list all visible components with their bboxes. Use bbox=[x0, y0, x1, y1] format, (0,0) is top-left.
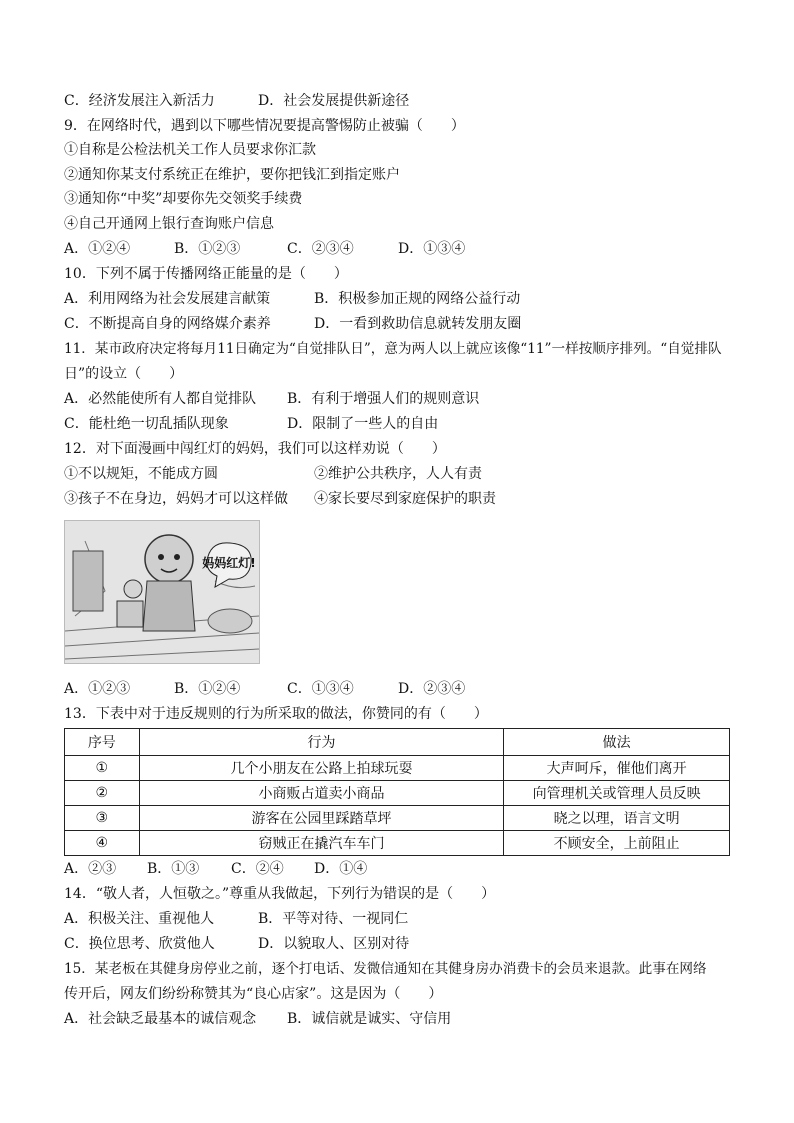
q9-option-b: B．①②③ bbox=[174, 241, 241, 257]
q11-stem-line-2: 日”的设立（ ） bbox=[64, 366, 184, 382]
q12-option-c: C．①③④ bbox=[287, 681, 354, 697]
cartoon-drawing bbox=[65, 521, 259, 663]
q12-option-a: A．①②③ bbox=[64, 681, 131, 697]
q13-option-c: C．②④ bbox=[231, 861, 284, 877]
q8-option-c: C．经济发展注入新活力 bbox=[64, 93, 215, 109]
q10-option-d: D．一看到救助信息就转发朋友圈 bbox=[314, 316, 522, 332]
q10-option-c: C．不断提高自身的网络媒介素养 bbox=[64, 316, 271, 332]
q12-option-b: B．①②④ bbox=[174, 681, 241, 697]
table-header-row bbox=[65, 729, 730, 756]
row-behavior: 几个小朋友在公路上拍球玩耍 bbox=[139, 756, 504, 781]
q11-option-a: A．必然能使所有人都自觉排队 bbox=[64, 391, 257, 407]
row-number: ③ bbox=[65, 806, 140, 831]
row-action: 晓之以理，语言文明 bbox=[504, 806, 730, 831]
cartoon-image bbox=[64, 520, 260, 664]
q15-stem-line-2: 传开后，网友们纷纷称赞其为“良心店家”。这是因为（ ） bbox=[64, 986, 443, 1002]
header-behavior: 行为 bbox=[139, 729, 504, 756]
q12-item-4: ④家长要尽到家庭保护的职责 bbox=[314, 491, 496, 507]
q13-option-b: B．①③ bbox=[147, 861, 200, 877]
q13-table bbox=[64, 728, 730, 856]
q12-item-3: ③孩子不在身边，妈妈才可以这样做 bbox=[64, 491, 288, 507]
q13-option-a: A．②③ bbox=[64, 861, 117, 877]
q14-option-c: C．换位思考、欣赏他人 bbox=[64, 936, 215, 952]
q14-option-d: D．以貌取人、区别对待 bbox=[258, 936, 410, 952]
q9-item-1: ①自称是公检法机关工作人员要求你汇款 bbox=[64, 142, 316, 158]
table-row bbox=[65, 756, 730, 781]
q13-stem: 13．下表中对于违反规则的行为所采取的做法，你赞同的有（ ） bbox=[64, 706, 488, 722]
q9-option-a: A．①②④ bbox=[64, 241, 131, 257]
table-row bbox=[65, 806, 730, 831]
q14-option-b: B．平等对待、一视同仁 bbox=[258, 911, 409, 927]
q12-item-2: ②维护公共秩序，人人有责 bbox=[314, 466, 482, 482]
q15-option-a: A．社会缺乏最基本的诚信观念 bbox=[64, 1011, 257, 1027]
cartoon-caption: 妈妈红灯! bbox=[202, 556, 256, 570]
table-row bbox=[65, 781, 730, 806]
q14-option-a: A．积极关注、重视他人 bbox=[64, 911, 215, 927]
row-number: ② bbox=[65, 781, 140, 806]
q12-stem: 12．对下面漫画中闯红灯的妈妈，我们可以这样劝说（ ） bbox=[64, 441, 446, 457]
q10-stem: 10．下列不属于传播网络正能量的是（ ） bbox=[64, 266, 348, 282]
q11-stem-line-1: 11．某市政府决定将每月11日确定为“自觉排队日”，意为两人以上就应该像“11”一样按顺序排列。“自觉排队 bbox=[64, 341, 722, 357]
q15-option-b: B．诚信就是诚实、守信用 bbox=[287, 1011, 452, 1027]
row-number: ④ bbox=[65, 831, 140, 856]
q9-item-2: ②通知你某支付系统正在维护，要你把钱汇到指定账户 bbox=[64, 167, 400, 183]
row-behavior: 小商贩占道卖小商品 bbox=[139, 781, 504, 806]
table-row bbox=[65, 831, 730, 856]
q9-stem: 9．在网络时代，遇到以下哪些情况要提高警惕防止被骗（ ） bbox=[64, 118, 465, 134]
q11-option-b: B．有利于增强人们的规则意识 bbox=[287, 391, 480, 407]
row-action: 不顾安全，上前阻止 bbox=[504, 831, 730, 856]
q14-stem: 14．“敬人者，人恒敬之。”尊重从我做起，下列行为错误的是（ ） bbox=[64, 886, 496, 902]
header-number: 序号 bbox=[65, 729, 140, 756]
q9-item-3: ③通知你“中奖”却要你先交领奖手续费 bbox=[64, 191, 303, 207]
q10-option-a: A．利用网络为社会发展建言献策 bbox=[64, 291, 271, 307]
q9-option-d: D．①③④ bbox=[398, 241, 466, 257]
q15-stem-line-1: 15．某老板在其健身房停业之前，逐个打电话、发微信通知在其健身房办消费卡的会员来退款。此事在网络 bbox=[64, 961, 707, 977]
q12-option-d: D．②③④ bbox=[398, 681, 466, 697]
q10-option-b: B．积极参加正规的网络公益行动 bbox=[314, 291, 521, 307]
row-action: 大声呵斥，催他们离开 bbox=[504, 756, 730, 781]
row-behavior: 窃贼正在撬汽车车门 bbox=[139, 831, 504, 856]
row-number: ① bbox=[65, 756, 140, 781]
q13-option-d: D．①④ bbox=[314, 861, 368, 877]
q11-option-d: D．限制了一些人的自由 bbox=[287, 416, 439, 432]
row-action: 向管理机关或管理人员反映 bbox=[504, 781, 730, 806]
q12-item-1: ①不以规矩，不能成方圆 bbox=[64, 466, 218, 482]
q8-option-d: D．社会发展提供新途径 bbox=[258, 93, 410, 109]
q11-option-c: C．能杜绝一切乱插队现象 bbox=[64, 416, 229, 432]
row-behavior: 游客在公园里踩踏草坪 bbox=[139, 806, 504, 831]
q9-option-c: C．②③④ bbox=[287, 241, 354, 257]
q9-item-4: ④自己开通网上银行查询账户信息 bbox=[64, 216, 274, 232]
header-action: 做法 bbox=[504, 729, 730, 756]
